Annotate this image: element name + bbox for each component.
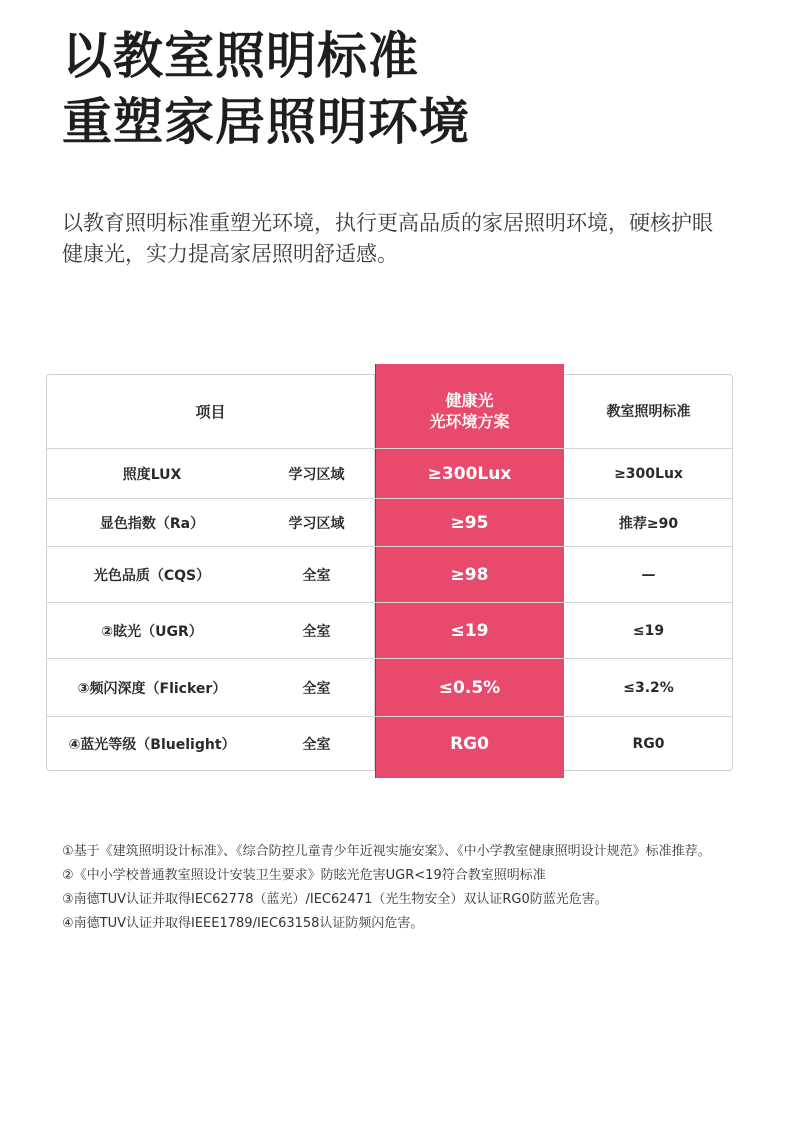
header-standard: 教室照明标准 bbox=[606, 404, 691, 420]
row-item: 照度LUX bbox=[122, 466, 182, 483]
row-area: 学习区域 bbox=[288, 466, 345, 483]
row-ours-value: ≥300Lux bbox=[427, 463, 512, 484]
table-row bbox=[46, 546, 733, 602]
row-standard-value: ≥300Lux bbox=[614, 465, 683, 482]
row-ours-value: ≥98 bbox=[450, 564, 489, 585]
headline bbox=[62, 26, 470, 152]
row-area: 全室 bbox=[302, 680, 331, 697]
row-ours-value: RG0 bbox=[450, 734, 489, 754]
row-ours-value: ≤0.5% bbox=[438, 677, 501, 698]
row-area: 全室 bbox=[302, 623, 331, 640]
footnotes bbox=[62, 840, 712, 936]
table-row bbox=[46, 716, 733, 771]
row-area: 全室 bbox=[302, 567, 331, 584]
row-standard-value: RG0 bbox=[632, 736, 665, 752]
footnote-3: ③南德TUV认证并取得IEC62778（蓝光）/IEC62471（光生物安全）双认证RG0防蓝光危害。 bbox=[62, 892, 608, 907]
footnote-1: ①基于《建筑照明设计标准》、《综合防控儿童青少年近视实施安案》、《中小学教室健康照明设计规范》标准推荐。 bbox=[62, 844, 711, 859]
row-standard-value: 推荐≥90 bbox=[618, 515, 679, 532]
row-item: ②眩光（UGR） bbox=[101, 623, 203, 640]
row-standard-value: ≤19 bbox=[632, 622, 665, 639]
table-header-row bbox=[46, 374, 733, 448]
row-item: ③频闪深度（Flicker） bbox=[77, 680, 227, 697]
table-row bbox=[46, 498, 733, 546]
footnote-2: ②《中小学校普通教室照设计安装卫生要求》防眩光危害UGR<19符合教室照明标准 bbox=[62, 868, 546, 883]
intro-paragraph: 以教育照明标准重塑光环境，执行更高品质的家居照明环境，硬核护眼健康光，实力提高家居照明舒适感。 bbox=[62, 211, 713, 266]
row-standard-value: ≤3.2% bbox=[623, 679, 674, 696]
header-ours bbox=[375, 374, 564, 448]
row-standard-value: — bbox=[641, 566, 656, 583]
header-ours-line-2: 光环境方案 bbox=[429, 412, 510, 431]
table-row bbox=[46, 658, 733, 716]
header-ours-line-1: 健康光 bbox=[445, 391, 494, 410]
row-ours-value: ≥95 bbox=[450, 512, 489, 533]
footnote-4: ④南德TUV认证并取得IEEE1789/IEC63158认证防频闪危害。 bbox=[62, 916, 424, 931]
table-row bbox=[46, 602, 733, 658]
row-ours-value: ≤19 bbox=[450, 620, 489, 641]
comparison-table bbox=[46, 364, 733, 778]
row-item: 光色品质（CQS） bbox=[93, 567, 211, 584]
row-area: 全室 bbox=[302, 737, 331, 753]
header-item: 项目 bbox=[195, 402, 226, 421]
table-row bbox=[46, 448, 733, 498]
row-item: 显色指数（Ra） bbox=[99, 515, 205, 532]
row-area: 学习区域 bbox=[288, 515, 345, 532]
headline-line-2: 重塑家居照明环境 bbox=[62, 93, 470, 151]
headline-line-1: 以教室照明标准 bbox=[62, 27, 419, 85]
row-item: ④蓝光等级（Bluelight） bbox=[68, 737, 236, 753]
